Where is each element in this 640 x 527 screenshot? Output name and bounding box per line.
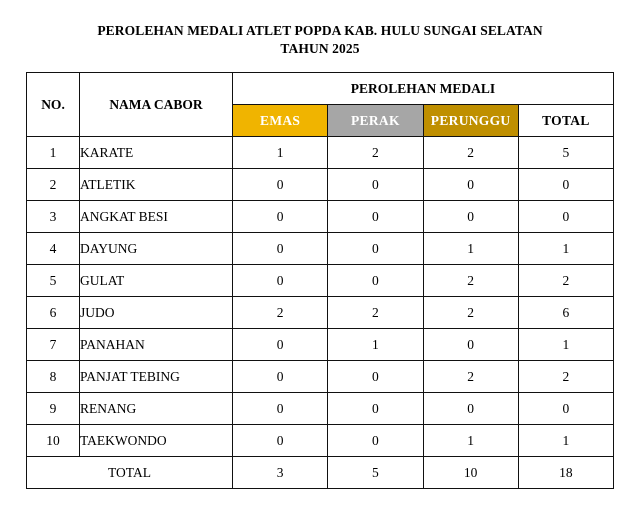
row-perak: 0 [328,169,423,201]
row-total: 0 [518,201,613,233]
row-no: 4 [27,233,80,265]
row-perunggu: 0 [423,201,518,233]
table-row [27,393,614,425]
row-emas: 2 [233,297,328,329]
header-perunggu: PERUNGGU [423,105,518,137]
row-emas: 0 [233,201,328,233]
row-emas: 0 [233,393,328,425]
row-emas: 0 [233,425,328,457]
header-emas: EMAS [233,105,328,137]
table-row [27,297,614,329]
row-no: 10 [27,425,80,457]
row-total: 0 [518,169,613,201]
row-cabor: ANGKAT BESI [80,201,233,233]
medal-table-wrapper [26,72,614,489]
row-perak: 0 [328,233,423,265]
row-total: 5 [518,137,613,169]
row-total: 1 [518,425,613,457]
header-cabor: NAMA CABOR [80,73,233,137]
table-row [27,425,614,457]
row-emas: 0 [233,329,328,361]
row-perak: 2 [328,297,423,329]
row-total: 2 [518,265,613,297]
medal-table [26,72,614,489]
row-emas: 0 [233,265,328,297]
row-cabor: ATLETIK [80,169,233,201]
row-cabor: RENANG [80,393,233,425]
header-no: NO. [27,73,80,137]
row-perunggu: 0 [423,393,518,425]
row-total: 1 [518,329,613,361]
row-perunggu: 1 [423,425,518,457]
row-cabor: GULAT [80,265,233,297]
row-total: 2 [518,361,613,393]
row-cabor: KARATE [80,137,233,169]
title-line-2: TAHUN 2025 [280,41,360,57]
row-perunggu: 2 [423,137,518,169]
table-row [27,265,614,297]
header-total: TOTAL [518,105,613,137]
row-no: 2 [27,169,80,201]
row-no: 1 [27,137,80,169]
total-perak: 5 [328,457,423,489]
total-all: 18 [518,457,613,489]
total-perunggu: 10 [423,457,518,489]
row-cabor: PANAHAN [80,329,233,361]
row-cabor: TAEKWONDO [80,425,233,457]
row-perak: 0 [328,361,423,393]
row-cabor: PANJAT TEBING [80,361,233,393]
title-line-1: PEROLEHAN MEDALI ATLET POPDA KAB. HULU SUNGAI SELATAN [97,23,543,38]
total-emas: 3 [233,457,328,489]
row-emas: 1 [233,137,328,169]
row-total: 6 [518,297,613,329]
row-emas: 0 [233,361,328,393]
table-row [27,233,614,265]
row-emas: 0 [233,169,328,201]
header-row-1 [27,73,614,105]
row-no: 8 [27,361,80,393]
row-cabor: JUDO [80,297,233,329]
table-row [27,329,614,361]
row-total: 0 [518,393,613,425]
total-label: TOTAL [27,457,233,489]
row-perunggu: 1 [423,233,518,265]
row-no: 6 [27,297,80,329]
row-perunggu: 2 [423,361,518,393]
row-perak: 1 [328,329,423,361]
row-perak: 0 [328,201,423,233]
row-no: 5 [27,265,80,297]
header-group-medals: PEROLEHAN MEDALI [233,73,614,105]
table-row [27,201,614,233]
table-row [27,361,614,393]
row-emas: 0 [233,233,328,265]
table-body [27,137,614,489]
row-total: 1 [518,233,613,265]
row-perunggu: 2 [423,297,518,329]
table-total-row [27,457,614,489]
row-no: 7 [27,329,80,361]
table-row [27,169,614,201]
row-perak: 0 [328,425,423,457]
row-cabor: DAYUNG [80,233,233,265]
row-perunggu: 0 [423,329,518,361]
row-no: 3 [27,201,80,233]
row-perak: 0 [328,265,423,297]
row-no: 9 [27,393,80,425]
row-perunggu: 2 [423,265,518,297]
header-perak: PERAK [328,105,423,137]
row-perak: 0 [328,393,423,425]
row-perak: 2 [328,137,423,169]
row-perunggu: 0 [423,169,518,201]
document-title-block [0,0,640,58]
table-row [27,137,614,169]
table-header [27,73,614,137]
